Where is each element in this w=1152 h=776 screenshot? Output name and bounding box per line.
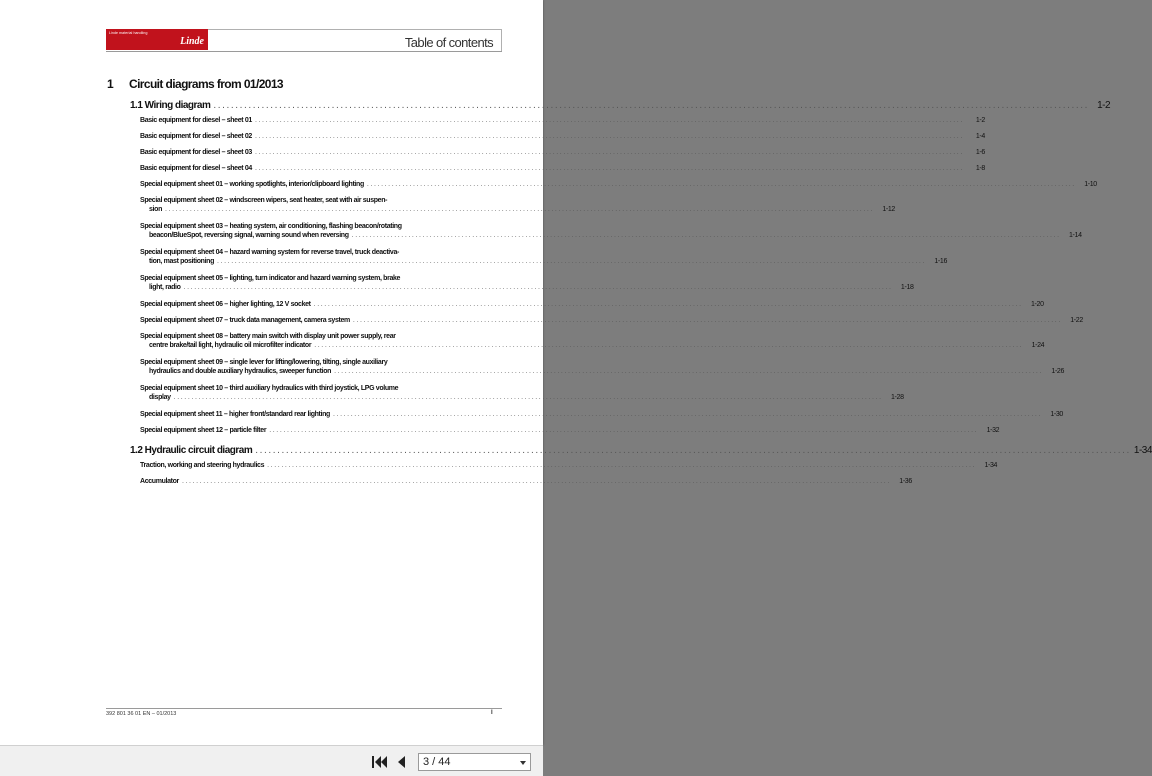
toc-page-number: 1-34 [1133,445,1152,456]
toc-leader-dots: ........................................................................................................................................................................................................ [267,462,977,469]
toc-page-number: 1-6 [975,149,985,156]
first-page-icon[interactable] [371,755,387,769]
toc-entry-text: Accumulator [140,478,179,485]
toc-entry-row[interactable] [140,426,1000,435]
toc-entry-text: Special equipment sheet 05 – lighting, turn indicator and hazard warning system, brake [140,275,401,282]
toc-section-row[interactable] [130,445,1152,457]
toc-page-number: 1-2 [1097,100,1111,111]
toc-entry-text: Basic equipment for diesel – sheet 02 [140,133,252,140]
toc-entry-row[interactable] [140,477,912,486]
chevron-down-icon [520,761,526,765]
header-title-box [208,29,502,51]
toc-entry-text: Basic equipment for diesel – sheet 01 [140,117,252,124]
toc-leader-dots: ........................................................................................................................................................................................................ [314,342,1024,349]
linde-logo [106,29,208,50]
toc-entry-text: Special equipment sheet 12 – particle filter [140,427,267,434]
toc-page-number: 1-10 [1084,181,1097,188]
toc-entry-row[interactable] [140,410,1063,419]
toc-entry-row[interactable] [140,384,904,402]
toc-entry-text: Basic equipment for diesel – sheet 04 [140,165,252,172]
toc-leader-dots: ........................................................................................................................................................................................................ [255,445,1131,456]
toc-leader-dots: ........................................................................................................................................................................................................ [254,133,964,140]
chapter-number: 1 [107,77,114,91]
toc-leader-dots: ........................................................................................................................................................................................................ [334,368,1044,375]
toc-entry-text: tion, mast positioning [149,258,215,265]
toc-entry-text: hydraulics and double auxiliary hydraulics, sweeper function [149,368,332,375]
toc-entry-row[interactable] [140,248,947,266]
toc-entry-text: 1.2 Hydraulic circuit diagram [130,445,253,456]
toc-leader-dots: ........................................................................................................................................................................................................ [254,149,964,156]
toc-leader-dots: ........................................................................................................................................................................................................ [269,427,979,434]
toc-leader-dots: ........................................................................................................................................................................................................ [165,206,874,213]
toc-entry-row[interactable] [140,222,1082,240]
toc-entry-text: light, radio [149,284,181,291]
pdf-toolbar [0,745,543,776]
toc-page-number: 1-4 [975,133,985,140]
toc-entry-text: Traction, working and steering hydraulics [140,462,265,469]
toc-leader-dots: ........................................................................................................................................................................................................ [332,411,1042,418]
toc-entry-text: beacon/BlueSpot, reversing signal, warning sound when reversing [149,232,349,239]
previous-page-icon[interactable] [395,755,407,769]
toc-page-number: 1-32 [986,427,1000,434]
toc-entry-row[interactable] [140,180,1097,189]
toc-entry-row[interactable] [140,332,1045,350]
toc-page-number: 1-24 [1031,342,1045,349]
toc-leader-dots: ........................................................................................................................................................................................................ [366,181,1076,188]
toc-page-number: 1-34 [984,462,998,469]
toc-entry-text: Special equipment sheet 08 – battery main switch with display unit power supply, rear [140,333,396,340]
toc-entry-row[interactable] [140,164,985,173]
toc-leader-dots: ........................................................................................................................................................................................................ [254,165,964,172]
footer-page-numeral: I [491,710,493,716]
toc-page-number: 1-14 [1069,232,1082,239]
toc-leader-dots: ........................................................................................................................................................................................................ [217,258,926,265]
toc-entry-row[interactable] [140,148,985,157]
toc-entry-row[interactable] [140,116,985,125]
header-divider [106,51,502,52]
toc-entry-text: 1.1 Wiring diagram [130,100,211,111]
toc-entry-row[interactable] [140,316,1083,325]
toc-entry-text: Special equipment sheet 07 – truck data management, camera system [140,317,350,324]
toc-leader-dots: ........................................................................................................................................................................................................ [213,100,1090,111]
toc-page-number: 1-30 [1050,411,1063,418]
toc-page-number: 1-8 [975,165,985,172]
toc-entry-text: display [149,394,171,401]
toc-page-number: 1-18 [900,284,914,291]
toc-entry-text: sion [149,206,162,213]
toc-entry-text: centre brake/tail light, hydraulic oil microfilter indicator [149,342,312,349]
toc-entry-text: Basic equipment for diesel – sheet 03 [140,149,252,156]
toc-page-number: 1-16 [934,258,947,265]
toc-page-number: 1-28 [891,394,904,401]
toc-entry-text: Special equipment sheet 04 – hazard warning system for reverse travel, truck deactiva- [140,249,399,256]
toc-entry-row[interactable] [140,274,914,292]
toc-page-number: 1-22 [1070,317,1083,324]
toc-entry-row[interactable] [140,196,895,214]
page-title: Table of contents [404,35,493,50]
toc-leader-dots: ........................................................................................................................................................................................................ [313,301,1023,308]
toc-page-number: 1-20 [1031,301,1044,308]
toc-page-number: 1-26 [1051,368,1065,375]
toc-entry-text: Special equipment sheet 11 – higher front/standard rear lighting [140,411,330,418]
toc-page-number: 1-12 [882,206,895,213]
toc-entry-row[interactable] [140,358,1065,376]
logo-tagline: Linde material handling [109,31,148,35]
toc-page-number: 1-2 [975,117,985,124]
toc-entry-text: Special equipment sheet 01 – working spotlights, interior/clipboard lighting [140,181,364,188]
toc-leader-dots: ........................................................................................................................................................................................................ [254,117,964,124]
toc-entry-text: Special equipment sheet 03 – heating system, air conditioning, flashing beacon/rotating [140,223,402,230]
toc-page-number: 1-36 [899,478,912,485]
toc-section-row[interactable] [130,100,1111,112]
toc-leader-dots: ........................................................................................................................................................................................................ [173,394,883,401]
toc-entry-text: Special equipment sheet 06 – higher lighting, 12 V socket [140,301,311,308]
toc-entry-text: Special equipment sheet 02 – windscreen wipers, seat heater, seat with air suspen- [140,197,388,204]
footer-divider [106,708,502,709]
toc-leader-dots: ........................................................................................................................................................................................................ [352,317,1062,324]
page-indicator: 3 / 44 [423,756,451,768]
page-select[interactable] [418,753,531,771]
toc-leader-dots: ........................................................................................................................................................................................................ [351,232,1061,239]
toc-entry-row[interactable] [140,461,998,470]
toc-entry-text: Special equipment sheet 10 – third auxiliary hydraulics with third joystick, LPG volume [140,385,399,392]
toc-entry-row[interactable] [140,132,985,141]
toc-leader-dots: ........................................................................................................................................................................................................ [183,284,893,291]
toc-entry-text: Special equipment sheet 09 – single lever for lifting/lowering, tilting, single auxiliary [140,359,388,366]
toc-leader-dots: ........................................................................................................................................................................................................ [181,478,891,485]
footer-doc-id: 392 801 36 01 EN – 01/2013 [106,711,177,717]
logo-brand: Linde [180,36,204,47]
chapter-title: Circuit diagrams from 01/2013 [129,77,284,91]
toc-entry-row[interactable] [140,300,1044,309]
chapter-heading [107,77,283,91]
